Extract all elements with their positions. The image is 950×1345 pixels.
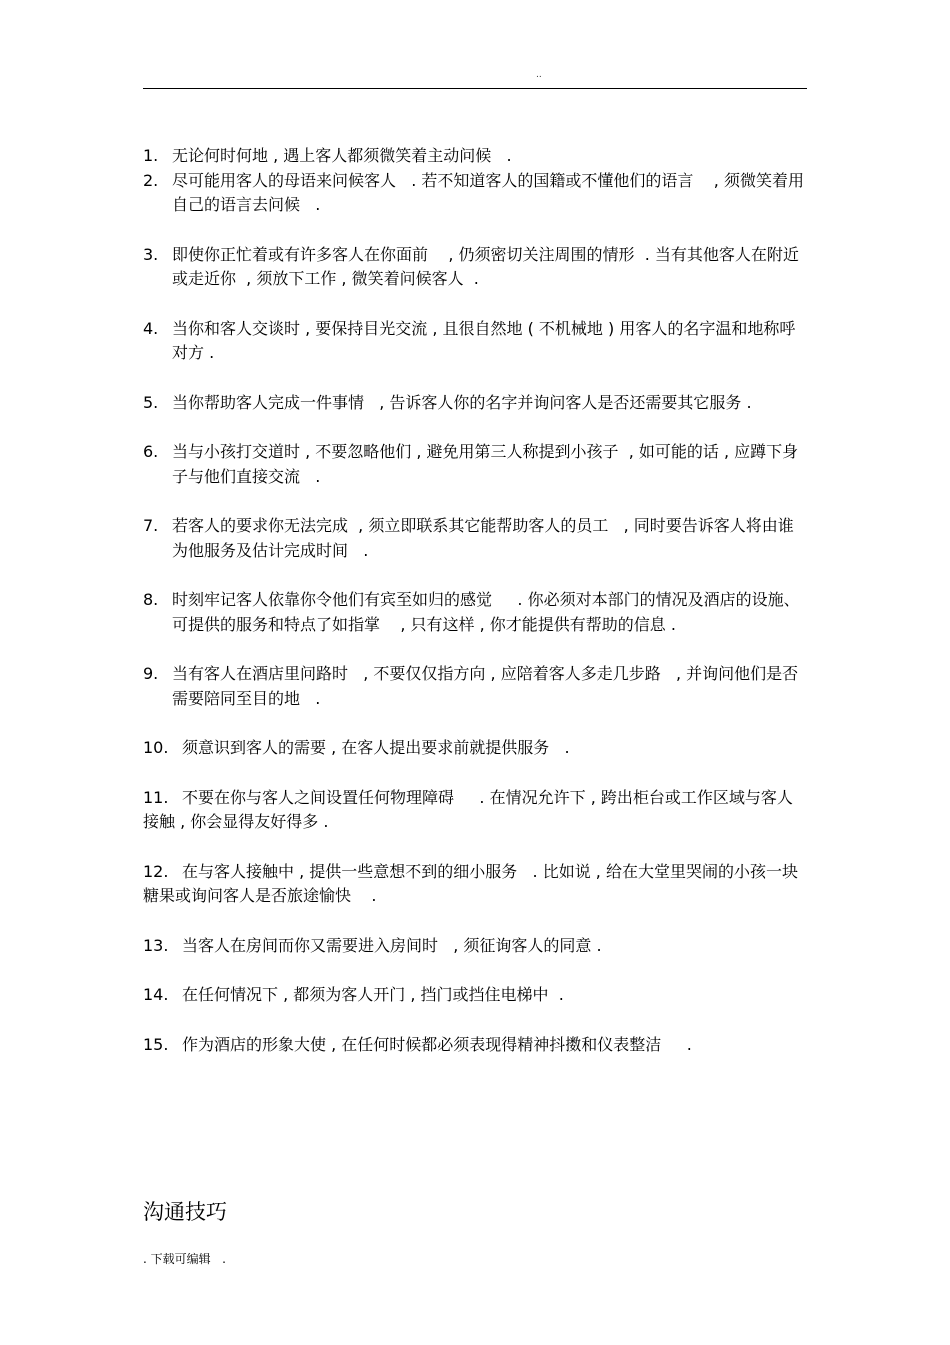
item-text: 须意识到客人的需要 , 在客人提出要求前就提供服务 .	[182, 738, 570, 757]
item-text: 即使你正忙着或有许多客人在你面前 , 仍须密切关注周围的情形 . 当有其他客人在附近或走近你 , 须放下工作 , 微笑着问候客人 .	[172, 244, 799, 288]
item-text: 当与小孩打交道时 , 不要忽略他们 , 避免用第三人称提到小孩子 , 如可能的话 , 应蹲下身子与他们直接交流 .	[172, 442, 799, 486]
list-item	[143, 736, 807, 761]
item-text: 尽可能用客人的母语来问候客人 . 若不知道客人的国籍或不懂他们的语言 , 须微笑着用自己的语言去问候 .	[172, 170, 804, 214]
footer-note: . 下载可编辑 .	[143, 1252, 226, 1266]
item-text: 不要在你与客人之间设置任何物理障碍 . 在情况允许下 , 跨出柜台或工作区域与客人接触 , 你会显得友好得多 .	[143, 787, 793, 831]
item-number: 8.	[143, 590, 159, 609]
list-item	[143, 860, 807, 909]
item-number: 12.	[143, 861, 169, 881]
item-text: 当有客人在酒店里问路时 , 不要仅仅指方向 , 应陪着客人多走几步路 , 并询问他们是否需要陪同至目的地 .	[172, 664, 799, 708]
item-number: 11.	[143, 787, 169, 807]
list-item	[143, 391, 807, 416]
item-number: 13.	[143, 935, 169, 955]
rules-list	[143, 144, 807, 1057]
item-text: 在任何情况下 , 都须为客人开门 , 挡门或挡住电梯中 .	[182, 985, 564, 1004]
list-item	[143, 317, 807, 366]
item-text: 在与客人接触中 , 提供一些意想不到的细小服务 . 比如说 , 给在大堂里哭闹的小孩一块糖果或询问客人是否旅途愉快 .	[143, 861, 798, 905]
item-text: 若客人的要求你无法完成 , 须立即联系其它能帮助客人的员工 , 同时要告诉客人将由谁为他服务及估计完成时间 .	[172, 516, 794, 560]
item-number: 14.	[143, 985, 169, 1004]
list-item	[143, 243, 807, 292]
list-item	[143, 144, 807, 169]
section-title: 沟通技巧	[143, 1200, 227, 1224]
item-text: 时刻牢记客人依靠你令他们有宾至如归的感觉 . 你必须对本部门的情况及酒店的设施、可提供的服务和特点了如指掌 , 只有这样 , 你才能提供有帮助的信息 .	[172, 590, 800, 634]
list-item	[143, 983, 807, 1008]
header-rule	[143, 88, 807, 89]
item-number: 2.	[143, 170, 159, 190]
item-text: 当你帮助客人完成一件事情 , 告诉客人你的名字并询问客人是否还需要其它服务 .	[172, 392, 752, 412]
item-number: 4.	[143, 318, 159, 338]
list-item	[143, 440, 807, 489]
item-number: 5.	[143, 392, 159, 412]
item-text: 无论何时何地 , 遇上客人都须微笑着主动问候 .	[172, 146, 512, 165]
header-mark: ..	[536, 70, 542, 80]
list-item	[143, 514, 807, 563]
list-item	[143, 1033, 807, 1058]
item-number: 15.	[143, 1034, 169, 1054]
list-item	[143, 786, 807, 835]
item-number: 6.	[143, 442, 159, 461]
item-number: 10.	[143, 738, 169, 757]
item-text: 作为酒店的形象大使 , 在任何时候都必须表现得精神抖擞和仪表整洁 .	[182, 1034, 692, 1054]
item-number: 3.	[143, 244, 159, 264]
list-item	[143, 169, 807, 218]
list-item	[143, 934, 807, 959]
list-item	[143, 662, 807, 711]
item-text: 当你和客人交谈时 , 要保持目光交流 , 且很自然地 ( 不机械地 ) 用客人的名字温和地称呼对方 .	[172, 318, 796, 362]
item-number: 7.	[143, 516, 159, 535]
item-number: 9.	[143, 664, 159, 683]
item-number: 1.	[143, 146, 159, 165]
item-text: 当客人在房间而你又需要进入房间时 , 须征询客人的同意 .	[182, 935, 602, 955]
list-item	[143, 588, 807, 637]
